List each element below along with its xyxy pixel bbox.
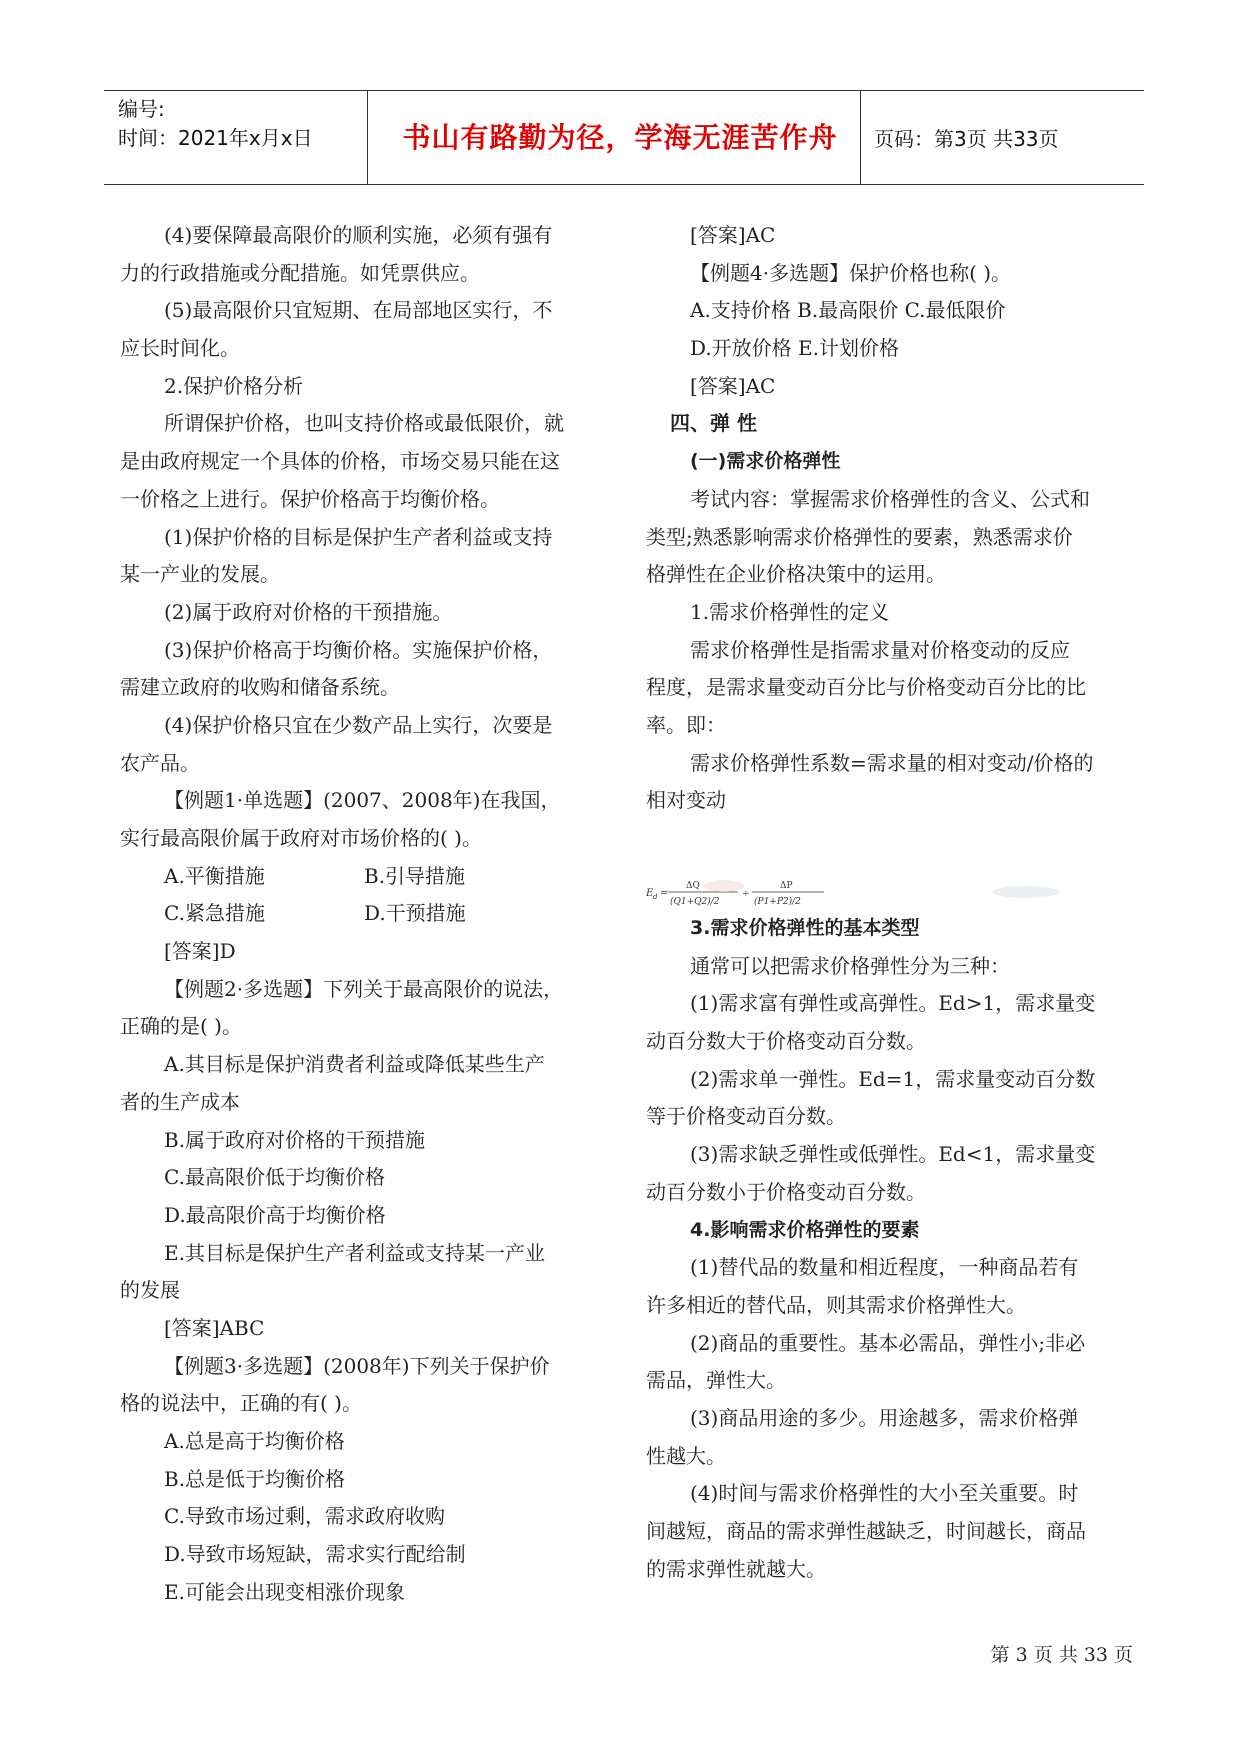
document-header <box>104 90 1144 185</box>
text-line: 需品，弹性大。 <box>646 1368 786 1393</box>
text-line: (1)保护价格的目标是保护生产者利益或支持 <box>164 524 553 549</box>
text-line: (3)需求缺乏弹性或低弹性。Ed<1，需求量变 <box>690 1142 1096 1167</box>
text-line: (4)保护价格只宜在少数产品上实行，次要是 <box>164 712 553 737</box>
text-line: 者的生产成本 <box>120 1089 240 1114</box>
option-item: D.干预措施 <box>364 901 466 926</box>
svg-text:÷: ÷ <box>742 889 750 899</box>
text-line: B.总是低于均衡价格 <box>164 1466 346 1491</box>
text-line: 需求价格弹性系数=需求量的相对变动/价格的 <box>690 750 1094 775</box>
svg-text:(Q1+Q2)/2: (Q1+Q2)/2 <box>670 897 720 907</box>
text-line: 性越大。 <box>646 1443 726 1468</box>
text-line: (5)最高限价只宜短期、在局部地区实行，不 <box>164 298 553 323</box>
text-line: (2)需求单一弹性。Ed=1，需求量变动百分数 <box>690 1066 1096 1091</box>
text-line: 考试内容：掌握需求价格弹性的含义、公式和 <box>690 486 1090 511</box>
text-line: 农产品。 <box>120 750 200 775</box>
text-line: 是由政府规定一个具体的价格，市场交易只能在这 <box>120 449 560 474</box>
text-line: [答案]AC <box>690 223 776 247</box>
text-line: 格的说法中，正确的有( )。 <box>120 1391 362 1416</box>
text-line: (1)替代品的数量和相近程度，一种商品若有 <box>690 1255 1079 1280</box>
text-line: 相对变动 <box>646 788 726 813</box>
text-line: E.其目标是保护生产者利益或支持某一产业 <box>164 1240 545 1265</box>
text-line: (4)时间与需求价格弹性的大小至关重要。时 <box>690 1481 1079 1506</box>
option-item: C.紧急措施 <box>164 901 265 926</box>
text-line: 正确的是( )。 <box>120 1014 242 1039</box>
text-line: 动百分数大于价格变动百分数。 <box>646 1029 926 1054</box>
text-line: 格弹性在企业价格决策中的运用。 <box>646 562 946 587</box>
svg-text:d: d <box>653 893 658 901</box>
text-line: C.导致市场过剩，需求政府收购 <box>164 1504 445 1529</box>
header-meta <box>118 95 313 153</box>
text-line: (1)需求富有弹性或高弹性。Ed>1，需求量变 <box>690 991 1096 1016</box>
section-heading: 四、弹 性 <box>670 411 757 436</box>
text-line: 1.需求价格弹性的定义 <box>690 599 890 624</box>
text-line: 通常可以把需求价格弹性分为三种： <box>690 953 1010 978</box>
time-label: 时间：2021年x月x日 <box>118 126 313 150</box>
text-line: 需建立政府的收购和储备系统。 <box>120 675 400 700</box>
text-line: 2.保护价格分析 <box>164 373 304 398</box>
text-line: 需求价格弹性是指需求量对价格变动的反应 <box>690 637 1070 662</box>
section-heading: 4.影响需求价格弹性的要素 <box>690 1218 920 1241</box>
text-line: (2)商品的重要性。基本必需品，弹性小;非必 <box>690 1330 1086 1355</box>
text-line: 【例题2·多选题】下列关于最高限价的说法， <box>164 976 564 1001</box>
text-line: (3)保护价格高于均衡价格。实施保护价格， <box>164 637 553 662</box>
text-line: A.总是高于均衡价格 <box>164 1429 345 1453</box>
text-line: D.导致市场短缺，需求实行配给制 <box>164 1542 466 1567</box>
svg-text:ΔP: ΔP <box>780 881 793 891</box>
text-line: 的发展 <box>120 1278 180 1303</box>
svg-text:ΔQ: ΔQ <box>686 881 700 891</box>
text-line: 动百分数小于价格变动百分数。 <box>646 1179 926 1204</box>
header-page-info: 页码：第3页 共33页 <box>874 127 1059 151</box>
text-line: 的需求弹性就越大。 <box>646 1556 826 1581</box>
text-line: 程度，是需求量变动百分比与价格变动百分比的比 <box>646 675 1086 700</box>
text-line <box>120 858 610 896</box>
elasticity-formula-image <box>646 820 1136 910</box>
text-line: C.最高限价低于均衡价格 <box>164 1165 385 1190</box>
text-line: A.支持价格 B.最高限价 C.最低限价 <box>690 298 1006 323</box>
header-divider <box>367 91 368 184</box>
text-line: [答案]ABC <box>164 1315 265 1340</box>
section-heading: (一)需求价格弹性 <box>690 450 841 473</box>
text-line: 一价格之上进行。保护价格高于均衡价格。 <box>120 486 500 511</box>
right-column <box>646 217 1136 1588</box>
text-line: 【例题4·多选题】保护价格也称( )。 <box>690 260 1012 285</box>
text-line: 应长时间化。 <box>120 336 240 361</box>
text-line: 【例题1·单选题】(2007、2008年)在我国， <box>164 788 561 813</box>
header-motto: 书山有路勤为径，学海无涯苦作舟 <box>402 121 838 154</box>
text-line: (3)商品用途的多少。用途越多，需求价格弹 <box>690 1405 1079 1430</box>
text-line: 率。即： <box>646 712 726 737</box>
option-item: B.引导措施 <box>364 863 466 888</box>
text-line: A.其目标是保护消费者利益或降低某些生产 <box>164 1052 545 1077</box>
text-line: (4)要保障最高限价的顺利实施，必须有强有 <box>164 223 553 247</box>
svg-text:E: E <box>646 888 654 899</box>
text-line: 等于价格变动百分数。 <box>646 1104 846 1129</box>
text-line <box>120 895 610 933</box>
text-line: [答案]D <box>164 939 236 964</box>
text-line: D.最高限价高于均衡价格 <box>164 1202 386 1227</box>
serial-label: 编号: <box>118 97 165 121</box>
text-line: 所谓保护价格，也叫支持价格或最低限价，就 <box>164 411 564 436</box>
text-line: (2)属于政府对价格的干预措施。 <box>164 599 453 624</box>
text-line: 实行最高限价属于政府对市场价格的( )。 <box>120 826 482 850</box>
section-heading: 3.需求价格弹性的基本类型 <box>690 917 920 939</box>
text-line: [答案]AC <box>690 373 776 398</box>
left-column <box>120 217 610 1611</box>
text-line: 许多相近的替代品，则其需求价格弹性大。 <box>646 1292 1026 1317</box>
page-footer: 第 3 页 共 33 页 <box>990 1644 1133 1666</box>
svg-text:(P1+P2)/2: (P1+P2)/2 <box>754 897 801 907</box>
text-line: 类型;熟悉影响需求价格弹性的要素，熟悉需求价 <box>646 524 1073 549</box>
text-line: B.属于政府对价格的干预措施 <box>164 1127 426 1152</box>
text-line: E.可能会出现变相涨价现象 <box>164 1579 405 1604</box>
svg-text:=: = <box>660 888 669 899</box>
text-line: 力的行政措施或分配措施。如凭票供应。 <box>120 260 480 285</box>
text-line: 【例题3·多选题】(2008年)下列关于保护价 <box>164 1353 550 1378</box>
text-line: D.开放价格 E.计划价格 <box>690 336 899 361</box>
text-line: 某一产业的发展。 <box>120 562 280 587</box>
text-line: 间越短，商品的需求弹性越缺乏，时间越长，商品 <box>646 1519 1086 1543</box>
option-item: A.平衡措施 <box>164 863 265 888</box>
